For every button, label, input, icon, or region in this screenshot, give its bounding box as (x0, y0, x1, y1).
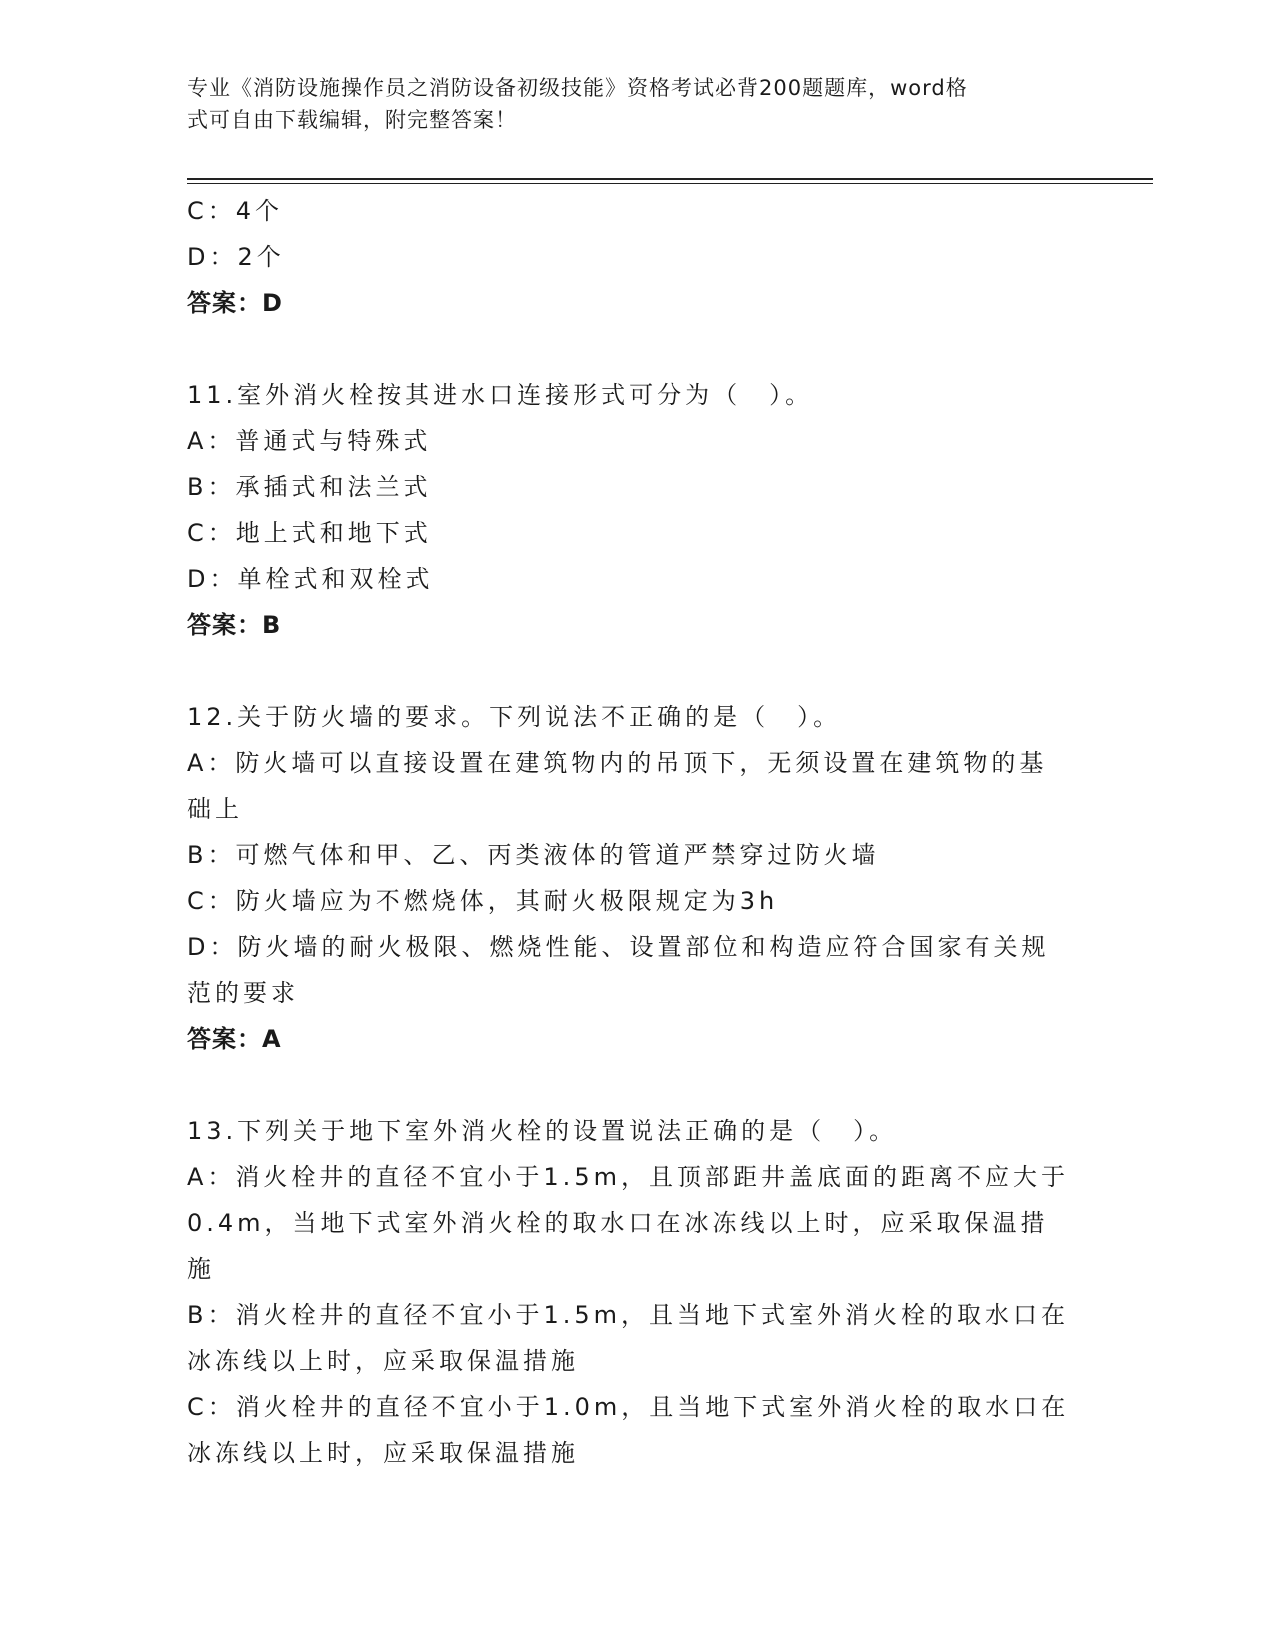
option-a-line-3: 施 (187, 1255, 215, 1283)
option-b-line-2: 冰冻线以上时，应采取保温措施 (187, 1347, 579, 1375)
question-stem: 13.下列关于地下室外消火栓的设置说法正确的是（ ）。 (187, 1117, 898, 1145)
question-stem: 11.室外消火栓按其进水口连接形式可分为（ ）。 (187, 381, 814, 409)
option-c (187, 1384, 1087, 1476)
option-c: C：4个 (187, 197, 284, 225)
header-divider-thin (187, 183, 1153, 184)
answer-line: 答案：B (187, 611, 282, 639)
option-a (187, 740, 1087, 832)
option-d-line-2: 范的要求 (187, 979, 299, 1007)
option-a-line-1: A：防火墙可以直接设置在建筑物内的吊顶下，无须设置在建筑物的基 (187, 749, 1048, 777)
option-b: B：承插式和法兰式 (187, 473, 432, 501)
carryover-block (187, 188, 1087, 326)
option-d: D：2个 (187, 243, 285, 271)
option-a-line-1: A：消火栓井的直径不宜小于1.5m，且顶部距井盖底面的距离不应大于 (187, 1163, 1069, 1191)
header-title-line-2: 式可自由下载编辑，附完整答案！ (187, 108, 517, 132)
option-c-line-2: 冰冻线以上时，应采取保温措施 (187, 1439, 579, 1467)
option-b-line-1: B：消火栓井的直径不宜小于1.5m，且当地下式室外消火栓的取水口在 (187, 1301, 1070, 1329)
document-header (187, 72, 1067, 136)
question-12 (187, 694, 1087, 1062)
answer-line: 答案：D (187, 289, 283, 317)
option-a: A：普通式与特殊式 (187, 427, 432, 455)
option-a-line-2: 础上 (187, 795, 243, 823)
question-stem: 12.关于防火墙的要求。下列说法不正确的是（ ）。 (187, 703, 842, 731)
question-13 (187, 1108, 1087, 1476)
spacer (187, 648, 1087, 694)
option-d (187, 924, 1087, 1016)
option-a-line-2: 0.4m，当地下式室外消火栓的取水口在冰冻线以上时，应采取保温措 (187, 1209, 1049, 1237)
option-b (187, 1292, 1087, 1384)
option-c: C：防火墙应为不燃烧体，其耐火极限规定为3h (187, 887, 779, 915)
option-d: D：单栓式和双栓式 (187, 565, 434, 593)
option-c-line-1: C：消火栓井的直径不宜小于1.0m，且当地下式室外消火栓的取水口在 (187, 1393, 1070, 1421)
spacer (187, 1062, 1087, 1108)
answer-line: 答案：A (187, 1025, 282, 1053)
option-a (187, 1154, 1087, 1292)
option-d-line-1: D：防火墙的耐火极限、燃烧性能、设置部位和构造应符合国家有关规 (187, 933, 1050, 961)
option-c: C：地上式和地下式 (187, 519, 432, 547)
document-body (187, 188, 1087, 1476)
header-title-line-1: 专业《消防设施操作员之消防设备初级技能》资格考试必背200题题库，word格 (187, 76, 968, 100)
option-b: B：可燃气体和甲、乙、丙类液体的管道严禁穿过防火墙 (187, 841, 880, 869)
question-11 (187, 372, 1087, 648)
spacer (187, 326, 1087, 372)
header-divider-thick (187, 178, 1153, 180)
